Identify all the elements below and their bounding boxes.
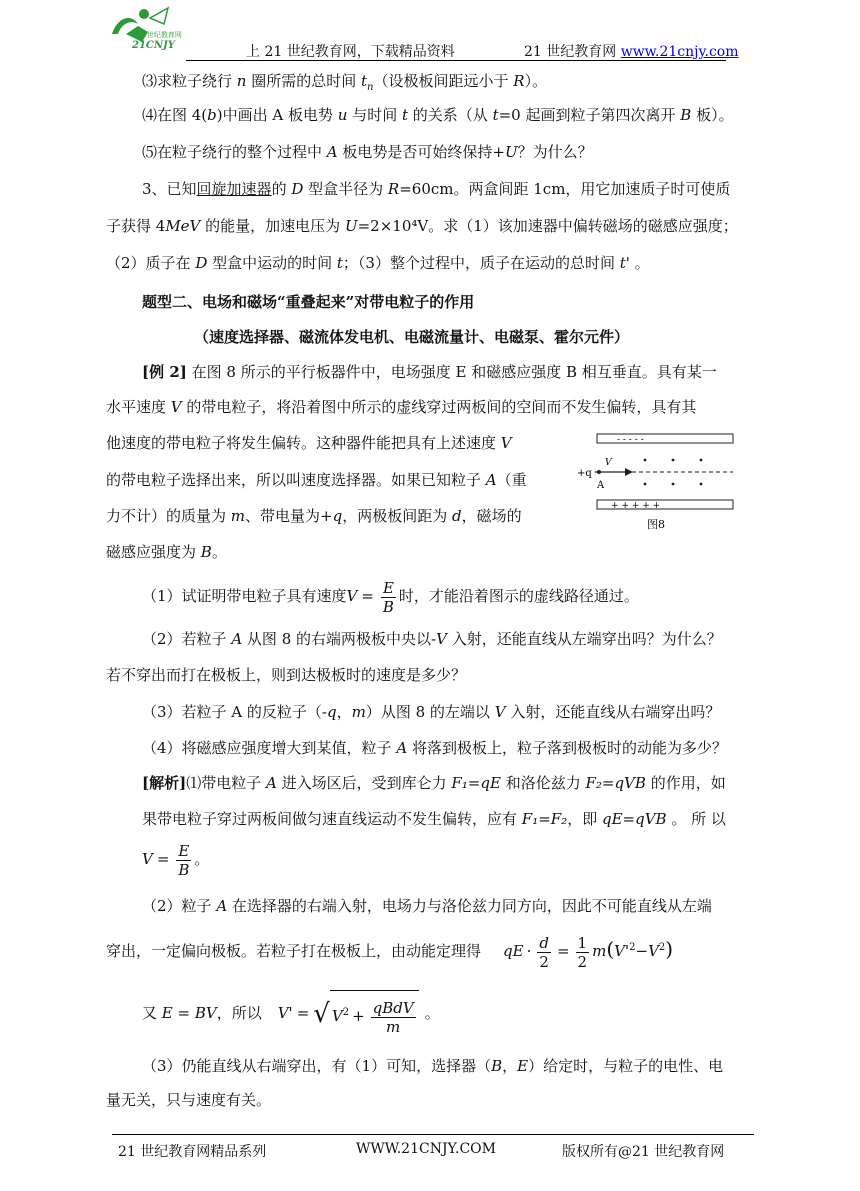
- figure-caption: 图8: [647, 518, 665, 531]
- ex2-line-5: 力不计）的质量为 m、带电量为+q，两极板间距为 d，磁场的: [106, 507, 522, 525]
- footer-center: WWW.21CNJY.COM: [356, 1141, 496, 1157]
- q1-line: （1）试证明带电粒子具有速度V = $\frac{E}{B}$ 时，才能沿着图示的虚线路径通过。: [142, 578, 639, 616]
- ex2-line-1: [例 2] 在图 8 所示的平行板器件中，电场强度 E 和磁感应强度 B 相互垂直。具有某一: [142, 363, 717, 381]
- q2-line-2: 若不穿出而打在极板上，则到达极板时的速度是多少？: [106, 666, 467, 684]
- section-title: 题型二、电场和磁场“重叠起来”对带电粒子的作用: [142, 293, 475, 311]
- logo-text-bottom: 21CNJY: [132, 40, 175, 51]
- fraction-1-over-2: $\frac{1}{2}$: [577, 933, 588, 971]
- solution3-line-1: （3）仍能直线从右端穿出，有（1）可知，选择器（B，E）给定时，与粒子的电性、电: [142, 1057, 724, 1075]
- site-logo: [98, 4, 182, 52]
- q3-line-1: 3、已知回旋加速器的 D 型盒半径为 R=60cm。两盒间距 1cm，用它加速质子时可使质: [142, 180, 731, 198]
- solution3-line-2: 量无关，只与速度有关。: [106, 1091, 272, 1109]
- logo-text-top: 21世纪教育网: [138, 31, 182, 39]
- section-subtitle: （速度选择器、磁流体发电机、电磁流量计、电磁泵、霍尔元件）: [194, 328, 630, 346]
- figure-8-velocity-selector: [575, 432, 753, 540]
- header-right-text: 21 世纪教育网: [524, 44, 621, 60]
- q3-line-2: 子获得 4MeV 的能量，加速电压为 U=2×10⁴V。求（1）该加速器中偏转磁场的磁感应强度；: [106, 217, 738, 235]
- charge-label: +q: [577, 468, 592, 479]
- q3b-line: （3）若粒子 A 的反粒子（-q，m）从图 8 的左端以 V 入射，还能直线从右端穿出吗？: [142, 703, 721, 721]
- sqrt-sign: √: [313, 999, 330, 1029]
- velocity-label: V: [605, 458, 612, 468]
- fraction-d-over-2: $\frac{d}{2}$: [539, 933, 549, 971]
- fraction-e-over-b: $\frac{E}{B}$: [382, 578, 394, 616]
- top-plate-signs: - - - - -: [617, 435, 644, 445]
- header-rule: [186, 60, 726, 61]
- ex2-line-2: 水平速度 V 的带电粒子，将沿着图中所示的虚线穿过两板间的空间而不发生偏转，具有其: [106, 398, 697, 416]
- header-right: [524, 41, 739, 61]
- bottom-plate-signs: + + + + +: [611, 501, 661, 511]
- footer-right: 版权所有@21 世纪教育网: [562, 1144, 725, 1160]
- footer-left: 21 世纪教育网精品系列: [118, 1144, 267, 1160]
- q2-line-1: （2）若粒子 A 从图 8 的右端两极板中央以-V 入射，还能直线从左端穿出吗？为什么？: [142, 630, 722, 648]
- solution2-line-1: （2）粒子 A 在选择器的右端入射，电场力与洛伦兹力同方向，因此不可能直线从左端: [142, 897, 712, 915]
- fraction-qbdv-over-m: $\frac{\text{qBdV}}{m}$: [372, 998, 414, 1036]
- particle-label: A: [597, 480, 605, 491]
- solution2-line-2: 穿出，一定偏向极板。若粒子打在极板上，由动能定理得 qE · $\frac{d}{2}$ = $\frac{1}{2}$ $m(V'^2-V^2)$: [106, 933, 674, 971]
- item-3: ⑶求粒子绕行 n 圈所需的总时间 $t_n$（设极板间距远小于 R）。: [142, 72, 548, 93]
- item-4: ⑷在图 4(b)中画出 A 板电势 u 与时间 t 的关系（从 t=0 起画到粒子第四次离开 B 板）。: [142, 106, 734, 124]
- ex2-line-6: 磁感应强度为 B。: [106, 543, 227, 561]
- q3-line-3: （2）质子在 D 型盒中运动的时间 t；（3）整个过程中，质子在运动的总时间 t' 。: [106, 254, 650, 272]
- header-link[interactable]: www.21cnjy.com: [620, 44, 739, 60]
- solution-line-2: 果带电粒子穿过两板间做匀速直线运动不发生偏转，应有 F₁=F₂，即 qE=qVB 。 所 以: [142, 810, 726, 828]
- ex2-line-4: 的带电粒子选择出来，所以叫速度选择器。如果已知粒子 A（重: [106, 471, 527, 489]
- q4-line: （4）将磁感应强度增大到某值，粒子 A 将落到极板上，粒子落到极板时的动能为多少？: [142, 739, 727, 757]
- footer-rule: [112, 1134, 754, 1135]
- fraction-e-over-b-2: $\frac{E}{B}$: [178, 841, 190, 879]
- header-left-text: 上 21 世纪教育网，下载精品资料: [246, 44, 455, 60]
- solution2-line-3: 又 E = BV，所以 V' = √ $V^2$ + $\frac{\text{qBdV}}{m}$ 。: [142, 990, 440, 1038]
- solution-line-3: V = $\frac{E}{B}$ 。: [142, 841, 210, 879]
- sqrt-body: $V^2$ + $\frac{\text{qBdV}}{m}$: [330, 990, 419, 1038]
- solution-line-1: [解析]⑴带电粒子 A 进入场区后，受到库仑力 F₁=qE 和洛伦兹力 F₂=qVB 的作用，如: [142, 774, 726, 792]
- item-5: ⑸在粒子绕行的整个过程中 A 板电势是否可始终保持+U？为什么？: [142, 143, 593, 161]
- ex2-line-3: 他速度的带电粒子将发生偏转。这种器件能把具有上述速度 V: [106, 434, 512, 452]
